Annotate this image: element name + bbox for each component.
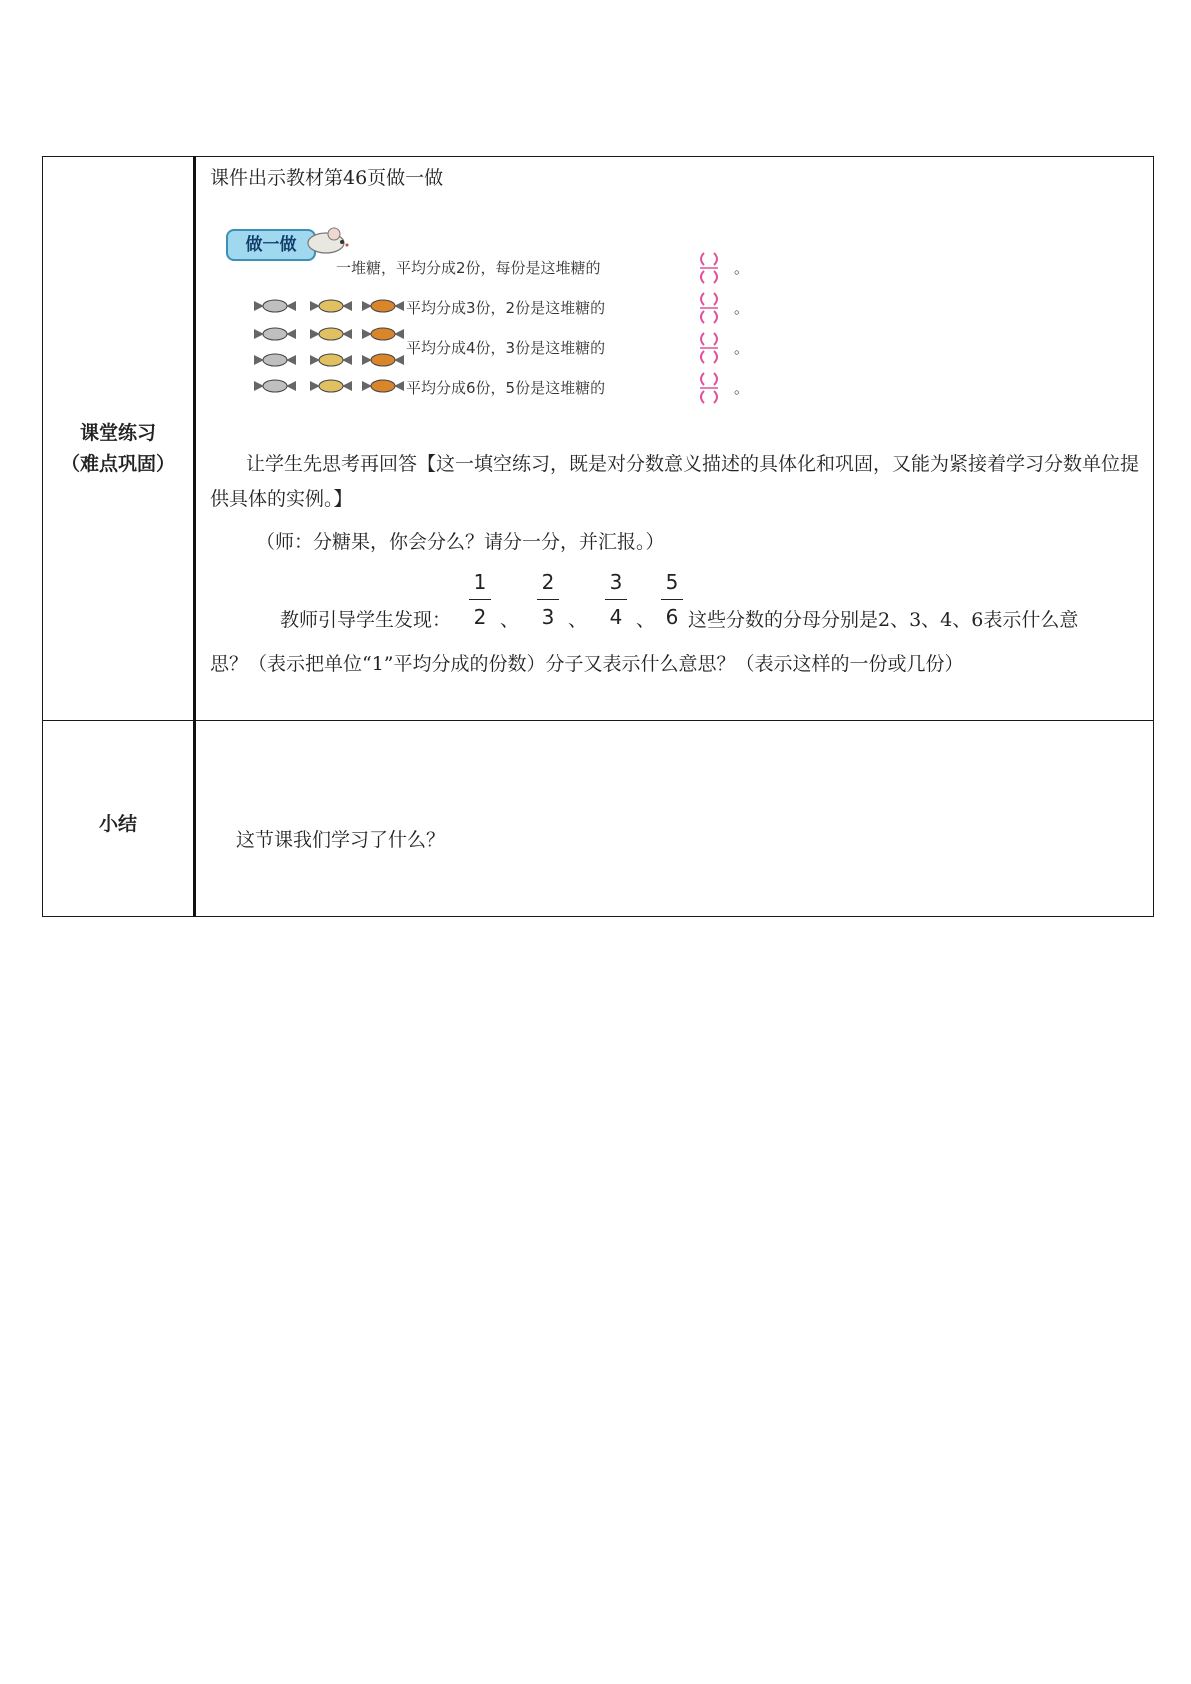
summary-row	[43, 721, 1154, 917]
exercise-line-1: 一堆糖，平均分成2份，每份是这堆糖的	[336, 259, 601, 277]
exercise-line-4: 平均分成6份，5份是这堆糖的	[406, 379, 606, 397]
summary-label-cell	[43, 721, 195, 917]
candy-icon	[360, 297, 406, 315]
fraction-bar	[605, 599, 627, 600]
badge-label: 做一做	[226, 229, 316, 261]
fraction-numerator: 5	[665, 570, 679, 594]
candy-icon	[252, 297, 298, 315]
fraction-bar	[469, 599, 491, 600]
candy-icon	[252, 325, 298, 343]
fraction-bar	[661, 599, 683, 600]
practice-label-cell	[43, 157, 195, 721]
fraction-4	[660, 567, 684, 632]
candy-icon	[308, 377, 354, 395]
candy-icon	[360, 377, 406, 395]
fraction-denominator: 2	[473, 605, 487, 629]
fraction-blank-2	[694, 291, 724, 325]
fractions-lead-text: 教师引导学生发现：	[280, 609, 452, 631]
candy-icon	[308, 297, 354, 315]
separator: 、	[636, 609, 656, 631]
fraction-3	[604, 567, 628, 632]
mouse-icon	[304, 225, 350, 255]
fraction-denominator: 4	[609, 605, 623, 629]
separator: 、	[500, 609, 520, 631]
intro-text: 课件出示教材第46页做一做	[210, 167, 444, 189]
fraction-blank-1	[694, 251, 724, 285]
summary-label: 小结	[98, 813, 137, 835]
period-2: 。	[734, 299, 750, 317]
separator: 、	[568, 609, 588, 631]
fraction-blank-3	[694, 331, 724, 365]
candy-icon	[308, 351, 354, 369]
summary-content-cell	[195, 721, 1154, 917]
fraction-denominator: 6	[665, 605, 679, 629]
period-3: 。	[734, 339, 750, 357]
practice-label: 课堂练习	[79, 421, 156, 444]
paragraph-teacher-question: （师：分糖果，你会分么？请分一分，并汇报。）	[256, 531, 665, 553]
candy-icon	[360, 351, 406, 369]
candy-icon	[360, 325, 406, 343]
fraction-blank-4	[694, 371, 724, 405]
summary-text: 这节课我们学习了什么？	[236, 829, 446, 851]
exercise-line-2: 平均分成3份，2份是这堆糖的	[406, 299, 606, 317]
candy-icon	[308, 325, 354, 343]
exercise-illustration	[226, 225, 796, 405]
fraction-1	[468, 567, 492, 632]
paragraph-think-answer: 让学生先思考再回答【这一填空练习，既是对分数意义描述的具体化和巩固，又能为紧接着学习分数单位提供具体的实例。】	[210, 453, 1140, 510]
fraction-2	[536, 567, 560, 632]
practice-row	[43, 157, 1154, 721]
paragraph-meaning: 思？（表示把单位“1”平均分成的份数）分子又表示什么意思？（表示这样的一份或几份）	[210, 653, 964, 675]
lesson-table	[42, 156, 1154, 917]
exercise-line-3: 平均分成4份，3份是这堆糖的	[406, 339, 606, 357]
candy-icon	[252, 377, 298, 395]
fraction-numerator: 1	[473, 570, 487, 594]
candy-icon	[252, 351, 298, 369]
practice-sublabel: （难点巩固）	[60, 452, 175, 475]
paragraph-fractions	[210, 567, 1110, 637]
fraction-numerator: 3	[609, 570, 623, 594]
period-4: 。	[734, 379, 750, 397]
fractions-tail-text: 这些分数的分母分别是2、3、4、6表示什么意	[688, 609, 1079, 631]
fraction-numerator: 2	[541, 570, 555, 594]
practice-content-cell	[195, 157, 1154, 721]
fraction-bar	[537, 599, 559, 600]
exercise-badge	[226, 225, 350, 263]
fraction-denominator: 3	[541, 605, 555, 629]
period-1: 。	[734, 259, 750, 277]
